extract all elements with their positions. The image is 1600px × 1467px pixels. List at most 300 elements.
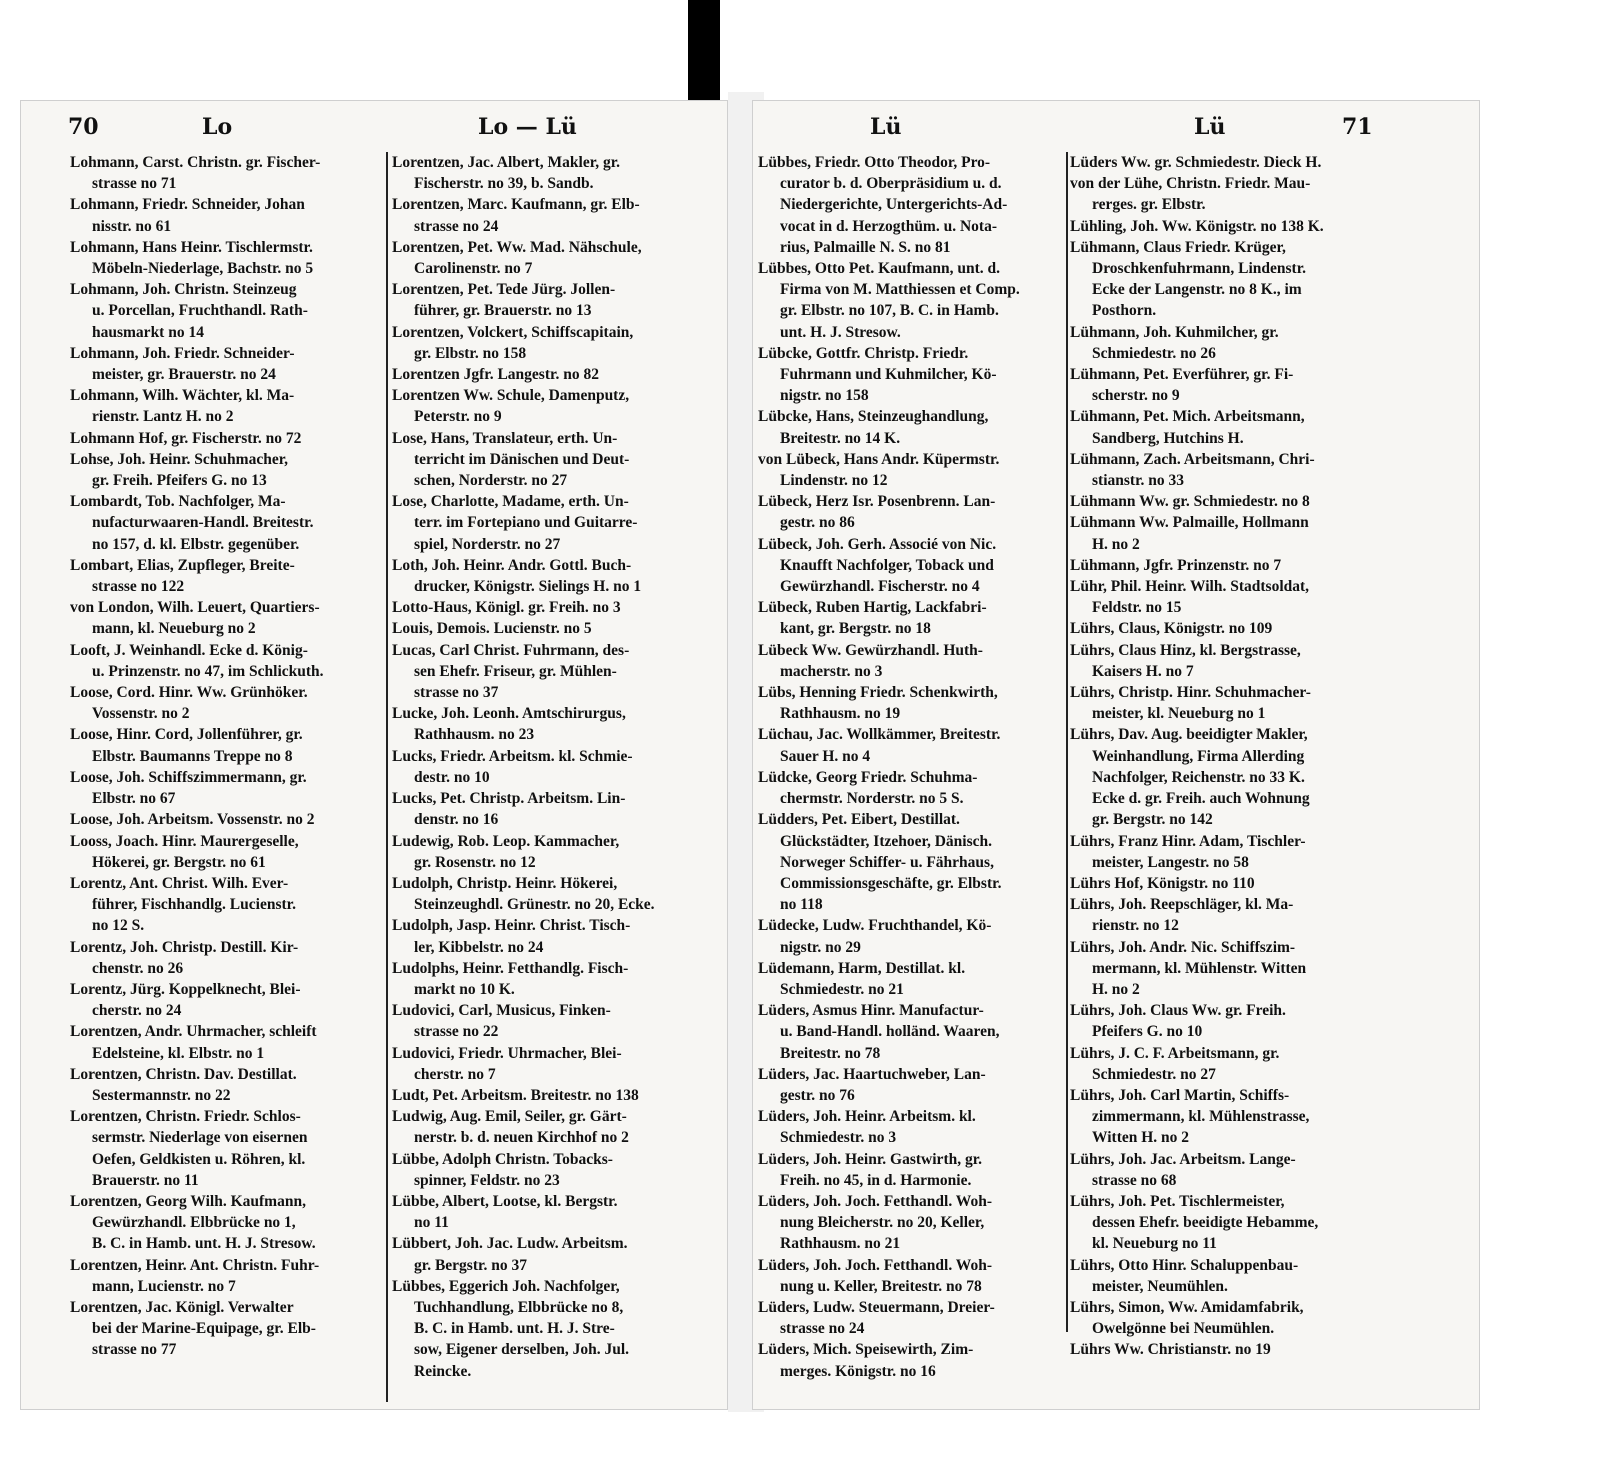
entry-continuation-line: meister, Neumühlen. [1092, 1277, 1228, 1295]
entry-name-line: Ludovici, Friedr. Uhrmacher, Blei- [392, 1044, 622, 1062]
entry-name-line: Lüders, Mich. Speisewirth, Zim- [758, 1341, 974, 1359]
entry-continuation-line: Carolinenstr. no 7 [414, 260, 533, 278]
entry-name-line: Lüdcke, Georg Friedr. Schuhma- [758, 768, 978, 786]
entry-continuation-line: Brauerstr. no 11 [92, 1171, 199, 1189]
entry-continuation-line: strasse no 37 [414, 684, 499, 702]
directory-entry [70, 237, 388, 279]
entry-name-line: Lühmann, Pet. Mich. Arbeitsmann, [1070, 408, 1305, 426]
entry-continuation-line: mann, Lucienstr. no 7 [92, 1277, 236, 1295]
entry-name-line: Lotto-Haus, Königl. gr. Freih. no 3 [392, 599, 621, 617]
directory-entry [392, 279, 718, 321]
running-head-left: Lo [202, 114, 233, 140]
entry-name-line: Lühmann, Pet. Everführer, gr. Fi- [1070, 366, 1294, 384]
right-page-header [752, 114, 1480, 148]
entry-name-line: Lüders, Jac. Haartuchweber, Lan- [758, 1065, 986, 1083]
entry-continuation-line: Posthorn. [1092, 302, 1157, 320]
entry-name-line: Lorentz, Joh. Christp. Destill. Kir- [70, 938, 299, 956]
entry-continuation-line: no 11 [414, 1214, 449, 1232]
entry-continuation-line: rerges. gr. Elbstr. [1092, 196, 1206, 214]
entry-continuation-line: bei der Marine-Equipage, gr. Elb- [92, 1320, 316, 1338]
directory-entry [1070, 449, 1400, 491]
directory-entry [70, 385, 388, 427]
entry-continuation-line: sen Ehefr. Friseur, gr. Mühlen- [414, 662, 617, 680]
entry-continuation-line: Schmiedestr. no 26 [1092, 344, 1216, 362]
entry-continuation-line: mermann, kl. Mühlenstr. Witten [1092, 959, 1307, 977]
entry-name-line: Lührs, Joh. Claus Ww. gr. Freih. [1070, 1002, 1286, 1020]
directory-entry [758, 491, 1064, 533]
directory-entry [1070, 1149, 1400, 1191]
entry-continuation-line: meister, Langestr. no 58 [1092, 853, 1249, 871]
entry-name-line: Lührs, J. C. F. Arbeitsmann, gr. [1070, 1044, 1280, 1062]
directory-entry [392, 322, 718, 364]
directory-entry [70, 809, 388, 830]
entry-name-line: Lohmann, Wilh. Wächter, kl. Ma- [70, 387, 295, 405]
directory-entry [392, 385, 718, 427]
entry-continuation-line: Sandberg, Hutchins H. [1092, 429, 1244, 447]
directory-entry [1070, 1339, 1400, 1360]
entry-name-line: Lübs, Henning Friedr. Schenkwirth, [758, 684, 998, 702]
entry-continuation-line: chermstr. Norderstr. no 5 S. [780, 790, 964, 808]
entry-continuation-line: sow, Eigener derselben, Joh. Jul. [414, 1341, 630, 1359]
directory-entry [392, 1276, 718, 1382]
directory-entry [1070, 173, 1400, 215]
entry-continuation-line: meister, kl. Neueburg no 1 [1092, 705, 1266, 723]
entry-name-line: Lübcke, Gottfr. Christp. Friedr. [758, 344, 969, 362]
entry-continuation-line: Ecke der Langenstr. no 8 K., im [1092, 281, 1302, 299]
directory-entry [1070, 1043, 1400, 1085]
entry-continuation-line: rienstr. no 12 [1092, 917, 1179, 935]
entry-continuation-line: Pfeifers G. no 10 [1092, 1023, 1203, 1041]
directory-entry [70, 555, 388, 597]
directory-entry [758, 915, 1064, 957]
entry-name-line: von Lübeck, Hans Andr. Küpermstr. [758, 450, 1000, 468]
entry-continuation-line: Knaufft Nachfolger, Toback und [780, 556, 994, 574]
entry-continuation-line: Peterstr. no 9 [414, 408, 502, 426]
directory-entry [392, 703, 718, 745]
entry-name-line: von London, Wilh. Leuert, Quartiers- [70, 599, 320, 617]
entry-continuation-line: gr. Bergstr. no 37 [414, 1256, 527, 1274]
entry-name-line: Lorentzen, Marc. Kaufmann, gr. Elb- [392, 196, 640, 214]
entry-name-line: Lose, Charlotte, Madame, erth. Un- [392, 493, 629, 511]
entry-continuation-line: Schmiedestr. no 27 [1092, 1065, 1216, 1083]
entry-continuation-line: führer, gr. Brauerstr. no 13 [414, 302, 592, 320]
entry-continuation-line: strasse no 24 [780, 1320, 865, 1338]
entry-continuation-line: Sestermannstr. no 22 [92, 1086, 231, 1104]
directory-entry [70, 428, 388, 449]
entry-name-line: Lorentz, Ant. Christ. Wilh. Ever- [70, 874, 289, 892]
entry-name-line: Lührs, Simon, Ww. Amidamfabrik, [1070, 1298, 1304, 1316]
entry-continuation-line: Norweger Schiffer- u. Fährhaus, [780, 853, 994, 871]
running-head-right: Lü [1194, 114, 1226, 140]
entry-continuation-line: kant, gr. Bergstr. no 18 [780, 620, 931, 638]
entry-continuation-line: nung Bleicherstr. no 20, Keller, [780, 1214, 985, 1232]
directory-entry [1070, 894, 1400, 936]
directory-entry [392, 746, 718, 788]
running-head-left: Lü [870, 114, 902, 140]
entry-continuation-line: dessen Ehefr. beeidigte Hebamme, [1092, 1214, 1319, 1232]
entry-continuation-line: Owelgönne bei Neumühlen. [1092, 1320, 1275, 1338]
entry-continuation-line: markt no 10 K. [414, 980, 515, 998]
directory-entry [70, 873, 388, 937]
entry-continuation-line: merges. Königstr. no 16 [780, 1362, 936, 1380]
directory-entry [70, 491, 388, 555]
entry-name-line: Lorentzen, Christn. Friedr. Schlos- [70, 1108, 301, 1126]
entry-name-line: Lührs, Joh. Pet. Tischlermeister, [1070, 1192, 1285, 1210]
book-spine-shadow [688, 0, 720, 108]
entry-name-line: Lübeck, Herz Isr. Posenbrenn. Lan- [758, 493, 996, 511]
entry-name-line: Lohmann, Carst. Christn. gr. Fischer- [70, 154, 321, 171]
entry-continuation-line: rius, Palmaille N. S. no 81 [780, 238, 951, 256]
right-page-column-2 [1070, 152, 1400, 1361]
entry-name-line: Looft, J. Weinhandl. Ecke d. König- [70, 641, 308, 659]
directory-entry [758, 1106, 1064, 1148]
entry-continuation-line: gestr. no 86 [780, 514, 855, 532]
entry-continuation-line: rienstr. Lantz H. no 2 [92, 408, 234, 426]
directory-entry [70, 767, 388, 809]
directory-entry [392, 1233, 718, 1275]
entry-continuation-line: Tuchhandlung, Elbbrücke no 8, [414, 1298, 624, 1316]
directory-entry [70, 152, 388, 194]
right-page [752, 100, 1480, 1410]
entry-continuation-line: u. Prinzenstr. no 47, im Schlickuth. [92, 662, 324, 680]
entry-name-line: Lührs, Christp. Hinr. Schuhmacher- [1070, 684, 1311, 702]
entry-continuation-line: no 12 S. [92, 917, 145, 935]
directory-entry [70, 937, 388, 979]
entry-name-line: Lohmann, Joh. Christn. Steinzeug [70, 281, 297, 299]
entry-name-line: Lührs, Joh. Reepschläger, kl. Ma- [1070, 896, 1294, 914]
entry-name-line: Lorentzen, Andr. Uhrmacher, schleift [70, 1023, 317, 1041]
directory-entry [392, 831, 718, 873]
directory-entry [392, 364, 718, 385]
directory-entry [1070, 618, 1400, 639]
directory-entry [70, 343, 388, 385]
entry-continuation-line: chenstr. no 26 [92, 959, 184, 977]
entry-continuation-line: Vossenstr. no 2 [92, 705, 190, 723]
directory-entry [392, 618, 718, 639]
entry-continuation-line: destr. no 10 [414, 768, 490, 786]
entry-continuation-line: scherstr. no 9 [1092, 387, 1180, 405]
left-page-column-1 [70, 152, 388, 1361]
directory-entry [758, 534, 1064, 598]
entry-name-line: Lübeck Ww. Gewürzhandl. Huth- [758, 641, 983, 659]
directory-entry [392, 597, 718, 618]
entry-name-line: Lorentzen, Christn. Dav. Destillat. [70, 1065, 297, 1083]
directory-entry [392, 915, 718, 957]
entry-name-line: Lucks, Pet. Christp. Arbeitsm. Lin- [392, 790, 626, 808]
entry-name-line: Lübbes, Eggerich Joh. Nachfolger, [392, 1277, 620, 1295]
entry-continuation-line: Edelsteine, kl. Elbstr. no 1 [92, 1044, 265, 1062]
entry-continuation-line: strasse no 24 [414, 217, 499, 235]
directory-entry [392, 194, 718, 236]
entry-continuation-line: strasse no 77 [92, 1341, 177, 1359]
entry-name-line: Lührs, Joh. Jac. Arbeitsm. Lange- [1070, 1150, 1296, 1168]
entry-name-line: Lohmann Hof, gr. Fischerstr. no 72 [70, 429, 302, 447]
entry-name-line: Lüders, Joh. Heinr. Arbeitsm. kl. [758, 1108, 976, 1126]
entry-name-line: Lohmann, Joh. Friedr. Schneider- [70, 344, 295, 362]
entry-name-line: Lüders, Joh. Heinr. Gastwirth, gr. [758, 1150, 983, 1168]
entry-continuation-line: Reincke. [414, 1362, 472, 1380]
directory-entry [1070, 216, 1400, 237]
directory-entry [1070, 406, 1400, 448]
entry-name-line: Lorentzen, Heinr. Ant. Christn. Fuhr- [70, 1256, 320, 1274]
entry-name-line: Lose, Hans, Translateur, erth. Un- [392, 429, 618, 447]
directory-entry [758, 1297, 1064, 1339]
directory-entry [70, 1297, 388, 1361]
entry-name-line: Ludovici, Carl, Musicus, Finken- [392, 1002, 611, 1020]
entry-name-line: von der Lühe, Christn. Friedr. Mau- [1070, 175, 1311, 193]
entry-continuation-line: Niedergerichte, Untergerichts-Ad- [780, 196, 1008, 214]
entry-continuation-line: Schmiedestr. no 21 [780, 980, 904, 998]
directory-entry [70, 1191, 388, 1255]
entry-continuation-line: Nachfolger, Reichenstr. no 33 K. [1092, 768, 1305, 786]
directory-entry [392, 1000, 718, 1042]
directory-entry [1070, 1085, 1400, 1149]
directory-entry [758, 343, 1064, 407]
entry-continuation-line: Kaisers H. no 7 [1092, 662, 1194, 680]
directory-entry [758, 1191, 1064, 1255]
directory-entry [758, 258, 1064, 343]
entry-name-line: Lorentzen, Pet. Tede Jürg. Jollen- [392, 281, 616, 299]
entry-name-line: Lührs, Franz Hinr. Adam, Tischler- [1070, 832, 1306, 850]
directory-entry [758, 152, 1064, 258]
entry-name-line: Lüders, Asmus Hinr. Manufactur- [758, 1002, 984, 1020]
entry-name-line: Lüders Ww. gr. Schmiedestr. Dieck H. [1070, 154, 1322, 171]
entry-name-line: Lorentzen, Georg Wilh. Kaufmann, [70, 1192, 306, 1210]
entry-name-line: Looss, Joach. Hinr. Maurergeselle, [70, 832, 299, 850]
directory-entry [758, 597, 1064, 639]
directory-entry [392, 873, 718, 915]
directory-entry [1070, 1297, 1400, 1339]
directory-entry [758, 1064, 1064, 1106]
entry-continuation-line: B. C. in Hamb. unt. H. J. Stresow. [92, 1235, 316, 1253]
running-head-right: Lo — Lü [478, 114, 577, 140]
directory-entry [70, 640, 388, 682]
directory-entry [392, 237, 718, 279]
left-page-header [20, 114, 728, 148]
entry-name-line: Loth, Joh. Heinr. Andr. Gottl. Buch- [392, 556, 632, 574]
entry-name-line: Lühmann, Joh. Kuhmilcher, gr. [1070, 323, 1279, 341]
entry-name-line: Lührs, Claus, Königstr. no 109 [1070, 620, 1273, 638]
entry-continuation-line: führer, Fischhandlg. Lucienstr. [92, 896, 296, 914]
entry-name-line: Lohmann, Hans Heinr. Tischlermstr. [70, 238, 313, 256]
directory-entry [758, 809, 1064, 915]
entry-continuation-line: stianstr. no 33 [1092, 472, 1185, 490]
directory-entry [1070, 1255, 1400, 1297]
entry-continuation-line: B. C. in Hamb. unt. H. J. Stre- [414, 1320, 615, 1338]
directory-entry [758, 682, 1064, 724]
entry-continuation-line: denstr. no 16 [414, 811, 499, 829]
entry-name-line: Lorentzen, Jac. Königl. Verwalter [70, 1298, 294, 1316]
entry-name-line: Lühmann, Zach. Arbeitsmann, Chri- [1070, 450, 1315, 468]
entry-name-line: Loose, Joh. Arbeitsm. Vossenstr. no 2 [70, 811, 315, 829]
entry-name-line: Ludolph, Christp. Heinr. Hökerei, [392, 874, 618, 892]
entry-continuation-line: Rathhausm. no 21 [780, 1235, 901, 1253]
entry-name-line: Lühmann, Jgfr. Prinzenstr. no 7 [1070, 556, 1282, 574]
directory-entry [392, 958, 718, 1000]
directory-entry [1070, 682, 1400, 724]
entry-name-line: Lübbes, Friedr. Otto Theodor, Pro- [758, 154, 991, 171]
directory-entry [70, 449, 388, 491]
entry-name-line: Lüdemann, Harm, Destillat. kl. [758, 959, 966, 977]
entry-name-line: Lüdecke, Ludw. Fruchthandel, Kö- [758, 917, 992, 935]
directory-entry [1070, 831, 1400, 873]
entry-continuation-line: Gewürzhandl. Elbbrücke no 1, [92, 1214, 296, 1232]
entry-name-line: Lührs, Otto Hinr. Schaluppenbau- [1070, 1256, 1299, 1274]
directory-entry [70, 1021, 388, 1063]
entry-name-line: Lohse, Joh. Heinr. Schuhmacher, [70, 450, 289, 468]
entry-name-line: Lühling, Joh. Ww. Königstr. no 138 K. [1070, 217, 1324, 235]
entry-continuation-line: unt. H. J. Stresow. [780, 323, 901, 341]
page-number: 70 [68, 114, 99, 140]
directory-entry [392, 640, 718, 704]
entry-name-line: Lübbe, Adolph Christn. Tobacks- [392, 1150, 613, 1168]
entry-name-line: Loose, Hinr. Cord, Jollenführer, gr. [70, 726, 303, 744]
entry-name-line: Lorentzen Jgfr. Langestr. no 82 [392, 366, 599, 384]
directory-entry [70, 1255, 388, 1297]
entry-name-line: Louis, Demois. Lucienstr. no 5 [392, 620, 592, 638]
entry-name-line: Lührs, Dav. Aug. beeidigter Makler, [1070, 726, 1308, 744]
entry-continuation-line: ler, Kibbelstr. no 24 [414, 938, 544, 956]
directory-entry [1070, 1191, 1400, 1255]
directory-entry [70, 979, 388, 1021]
entry-name-line: Lucas, Carl Christ. Fuhrmann, des- [392, 641, 630, 659]
entry-continuation-line: Weinhandlung, Firma Allerding [1092, 747, 1305, 765]
entry-continuation-line: Freih. no 45, in d. Harmonie. [780, 1171, 972, 1189]
directory-entry [70, 724, 388, 766]
entry-continuation-line: cherstr. no 7 [414, 1065, 496, 1083]
right-page-column-1 [758, 152, 1064, 1382]
entry-continuation-line: strasse no 71 [92, 175, 177, 193]
directory-entry [1070, 237, 1400, 322]
entry-continuation-line: strasse no 68 [1092, 1171, 1177, 1189]
directory-entry [1070, 640, 1400, 682]
entry-continuation-line: nufacturwaaren-Handl. Breitestr. [92, 514, 314, 532]
entry-name-line: Lühmann Ww. gr. Schmiedestr. no 8 [1070, 493, 1310, 511]
entry-continuation-line: schen, Norderstr. no 27 [414, 472, 568, 490]
entry-continuation-line: Möbeln-Niederlage, Bachstr. no 5 [92, 260, 314, 278]
entry-continuation-line: strasse no 22 [414, 1023, 499, 1041]
entry-continuation-line: Commissionsgeschäfte, gr. Elbstr. [780, 874, 1002, 892]
entry-name-line: Ludolph, Jasp. Heinr. Christ. Tisch- [392, 917, 631, 935]
entry-continuation-line: Sauer H. no 4 [780, 747, 871, 765]
entry-name-line: Lübeck, Joh. Gerh. Associé von Nic. [758, 535, 997, 553]
entry-name-line: Lüders, Joh. Joch. Fetthandl. Woh- [758, 1192, 992, 1210]
entry-continuation-line: Elbstr. Baumanns Treppe no 8 [92, 747, 293, 765]
entry-continuation-line: Glückstädter, Itzehoer, Dänisch. [780, 832, 992, 850]
entry-name-line: Lucks, Friedr. Arbeitsm. kl. Schmie- [392, 747, 633, 765]
directory-entry [392, 491, 718, 555]
entry-continuation-line: hausmarkt no 14 [92, 323, 204, 341]
directory-entry [758, 449, 1064, 491]
entry-name-line: Lüchau, Jac. Wollkämmer, Breitestr. [758, 726, 1001, 744]
entry-name-line: Lorentzen Ww. Schule, Damenputz, [392, 387, 630, 405]
directory-entry [1070, 152, 1400, 173]
entry-continuation-line: Feldstr. no 15 [1092, 599, 1182, 617]
entry-name-line: Lühmann Ww. Palmaille, Hollmann [1070, 514, 1309, 532]
directory-entry [758, 767, 1064, 809]
entry-name-line: Lübeck, Ruben Hartig, Lackfabri- [758, 599, 987, 617]
entry-continuation-line: macherstr. no 3 [780, 662, 883, 680]
left-page [20, 100, 728, 1410]
directory-entry [758, 406, 1064, 448]
entry-continuation-line: gr. Rosenstr. no 12 [414, 853, 536, 871]
entry-continuation-line: terricht im Dänischen und Deut- [414, 450, 630, 468]
entry-continuation-line: Breitestr. no 14 K. [780, 429, 901, 447]
directory-entry [392, 555, 718, 597]
entry-continuation-line: Oefen, Geldkisten u. Röhren, kl. [92, 1150, 306, 1168]
entry-name-line: Lüders, Joh. Joch. Fetthandl. Woh- [758, 1256, 992, 1274]
entry-continuation-line: Gewürzhandl. Fischerstr. no 4 [780, 578, 980, 596]
directory-entry [392, 1085, 718, 1106]
entry-name-line: Lührs Hof, Königstr. no 110 [1070, 874, 1255, 892]
directory-entry [758, 1000, 1064, 1064]
directory-entry [70, 194, 388, 236]
entry-continuation-line: no 157, d. kl. Elbstr. gegenüber. [92, 535, 300, 553]
entry-name-line: Lorentzen, Volckert, Schiffscapitain, [392, 323, 634, 341]
column-rule [386, 152, 388, 1402]
entry-continuation-line: Fuhrmann und Kuhmilcher, Kö- [780, 366, 997, 384]
entry-continuation-line: Lindenstr. no 12 [780, 472, 888, 490]
entry-continuation-line: nung u. Keller, Breitestr. no 78 [780, 1277, 982, 1295]
entry-name-line: Lührs, Claus Hinz, kl. Bergstrasse, [1070, 641, 1301, 659]
directory-entry [392, 152, 718, 194]
entry-continuation-line: Breitestr. no 78 [780, 1044, 881, 1062]
directory-entry [70, 831, 388, 873]
entry-name-line: Ludewig, Rob. Leop. Kammacher, [392, 832, 620, 850]
entry-continuation-line: Rathhausm. no 23 [414, 726, 535, 744]
directory-entry [70, 1064, 388, 1106]
entry-name-line: Lorentzen, Jac. Albert, Makler, gr. [392, 154, 621, 171]
entry-continuation-line: curator b. d. Oberpräsidium u. d. [780, 175, 1002, 193]
entry-continuation-line: nerstr. b. d. neuen Kirchhof no 2 [414, 1129, 629, 1147]
entry-continuation-line: nisstr. no 61 [92, 217, 172, 235]
directory-entry [1070, 873, 1400, 894]
entry-continuation-line: u. Porcellan, Fruchthandl. Rath- [92, 302, 308, 320]
directory-entry [1070, 491, 1400, 512]
entry-continuation-line: H. no 2 [1092, 980, 1140, 998]
directory-entry [392, 428, 718, 492]
column-rule [1066, 152, 1068, 1332]
entry-name-line: Lübcke, Hans, Steinzeughandlung, [758, 408, 989, 426]
directory-entry [392, 1191, 718, 1233]
entry-continuation-line: Steinzeughdl. Grünestr. no 20, Ecke. [414, 896, 655, 914]
entry-continuation-line: mann, kl. Neueburg no 2 [92, 620, 256, 638]
entry-continuation-line: spiel, Norderstr. no 27 [414, 535, 561, 553]
entry-continuation-line: Firma von M. Matthiessen et Comp. [780, 281, 1020, 299]
entry-name-line: Lüders, Ludw. Steuermann, Dreier- [758, 1298, 995, 1316]
directory-entry [1070, 937, 1400, 1001]
directory-entry [758, 1339, 1064, 1381]
entry-name-line: Ludwig, Aug. Emil, Seiler, gr. Gärt- [392, 1108, 627, 1126]
entry-name-line: Lüdders, Pet. Eibert, Destillat. [758, 811, 960, 829]
directory-entry [758, 958, 1064, 1000]
entry-continuation-line: strasse no 122 [92, 578, 185, 596]
entry-continuation-line: gr. Freih. Pfeifers G. no 13 [92, 472, 267, 490]
entry-name-line: Lombart, Elias, Zupfleger, Breite- [70, 556, 295, 574]
entry-continuation-line: nigstr. no 158 [780, 387, 869, 405]
entry-continuation-line: gr. Elbstr. no 158 [414, 344, 527, 362]
entry-continuation-line: gestr. no 76 [780, 1086, 855, 1104]
entry-continuation-line: Ecke d. gr. Freih. auch Wohnung [1092, 790, 1310, 808]
entry-name-line: Lühr, Phil. Heinr. Wilh. Stadtsoldat, [1070, 578, 1310, 596]
directory-entry [758, 724, 1064, 766]
directory-entry [392, 788, 718, 830]
directory-entry [1070, 1000, 1400, 1042]
directory-entry [1070, 576, 1400, 618]
directory-entry [1070, 724, 1400, 830]
entry-continuation-line: H. no 2 [1092, 535, 1140, 553]
directory-entry [392, 1106, 718, 1148]
